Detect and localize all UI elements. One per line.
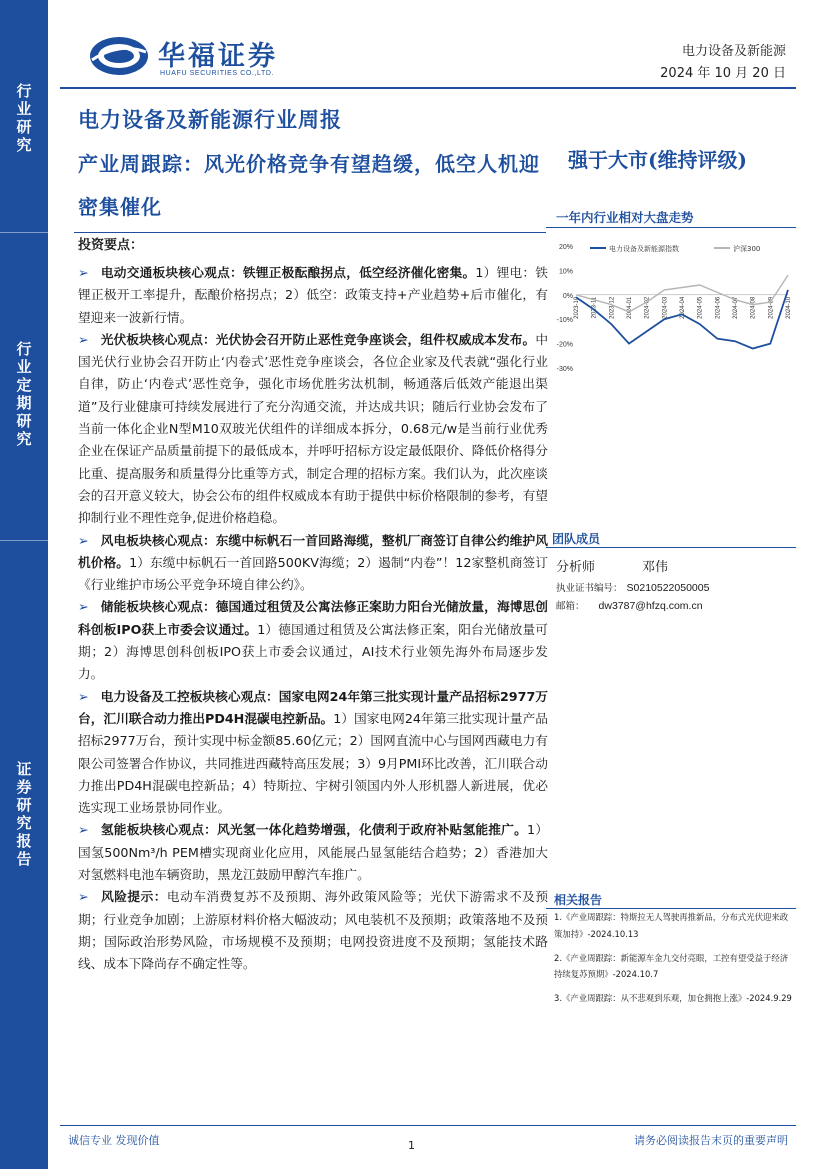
key-point-hydrogen — [78, 819, 548, 886]
sidebar-char: 业 — [16, 100, 32, 118]
sidebar-section-periodic-research — [0, 340, 48, 448]
analyst-role: 分析师 — [556, 560, 596, 575]
key-point-text: 1）德国通过租赁及公寓法修正案，阳台光储放量可期；2）海博思创科创板IPO获上市委会议通过，AI技术行业领先海外布局逐步发力。 — [78, 621, 548, 682]
team-title: 团队成员 — [552, 532, 601, 546]
y-tick-label: -30% — [556, 366, 573, 373]
key-points-title: 投资要点： — [78, 238, 144, 253]
x-tick-label: 2024-03 — [662, 296, 669, 319]
sidebar-section-industry-research — [0, 82, 48, 154]
key-point-text: 电动车消费复苏不及预期、海外政策风险等；光伏下游需求不及预期；行业竞争加剧；上游原材料价格大幅波动；风电装机不及预期；政策落地不及预期；国际政治形势风险，市场规模不及预期；电网投资进度不及预期；氢能技术路线、成本下降尚存不确定性等。 — [78, 889, 549, 972]
sidebar-char: 行 — [16, 82, 32, 100]
sidebar-char: 业 — [16, 358, 32, 376]
huafu-logo-icon — [88, 34, 150, 78]
footer-disclaimer: 请务必阅读报告末页的重要声明 — [634, 1134, 788, 1147]
sidebar-char: 定 — [16, 376, 32, 394]
chart-title-rule — [546, 227, 796, 228]
key-points-body — [78, 262, 548, 976]
header-sector: 电力设备及新能源 — [681, 44, 786, 59]
key-point-text: 1）东缆中标帆石一首回路500KV海缆；2）遏制“内卷”！12家整机商签订《行业维护市场公平竞争环境自律公约》。 — [78, 554, 549, 593]
sidebar-char: 告 — [16, 850, 32, 868]
sidebar-char: 研 — [16, 118, 32, 136]
report-type-title: 电力设备及新能源行业周报 — [78, 108, 342, 132]
key-point-text: 1）国氢500Nm³/h PEM槽实现商业化应用，风能展凸显氢能结合趋势；2）香港加大对氢燃料电池车辆资助，黑龙江鼓励甲醇汽车推广。 — [78, 822, 549, 883]
key-point-heading: 电动交通板块核心观点：铁锂正极酝酿拐点，低空经济催化密集。 — [100, 265, 476, 280]
bullet-triangle-icon: ➢ — [78, 331, 89, 347]
key-point-storage — [78, 596, 548, 685]
left-sidebar — [0, 0, 48, 1169]
analyst-cert — [556, 580, 709, 594]
related-reports-list — [554, 909, 794, 1014]
logo-text-en: HUAFU SECURITIES CO.,LTD. — [160, 70, 275, 77]
key-point-heading: 氢能板块核心观点：风光氢一体化趋势增强，化债利于政府补贴氢能推广。 — [100, 822, 528, 838]
key-point-text: 1）锂电：铁锂正极开工率提升，酝酿价格拐点；2）低空：政策支持+产业趋势+后市催化，有望迎来一波新行情。 — [78, 265, 548, 325]
sidebar-char: 行 — [16, 340, 32, 358]
x-tick-label: 2024-05 — [697, 296, 704, 319]
key-point-heading: 储能板块核心观点：德国通过租赁及公寓法修正案助力阳台光储放量，海博思创科创板IPO获上市委会议通过。 — [78, 599, 548, 637]
bullet-triangle-icon: ➢ — [78, 889, 89, 905]
key-point-text: 中国光伏行业协会召开防止‘内卷式’恶性竞争座谈会，各位企业家及代表就“强化行业自律，防止‘内卷式’恶性竞争，强化市场优胜劣汰机制，畅通落后低效产能退出渠道”及行业健康可持续发展进行了充分沟通交流，并达成共识；随后行业协会发布了当前一体化企业N型M10双玻光伏组件的详细成本拆分，0.68元/w是当前行业优秀企业在保证产品质量前提下的最低成本，并呼吁招标方设定最低限价、降低价格得分比重、提高服务和质量得分比重等方式，制定合理的招标方案。我们认为，此次座谈会的召开意义较大，协会公布的组件权威成本有助于提供中标价格限制的参考，有望抑制行业不理性竞争,促进价格趋稳。 — [78, 331, 548, 526]
key-point-heading: 风电板块核心观点：东缆中标帆石一首回路海缆，整机厂商签订自律公约维护风机价格。 — [78, 532, 548, 570]
chart-title: 一年内行业相对大盘走势 — [556, 210, 694, 225]
x-tick-label: 2024-02 — [644, 296, 651, 319]
y-tick-label: 20% — [558, 244, 573, 251]
email-label: 邮箱： — [556, 601, 585, 612]
header-date: 2024 年 10 月 20 日 — [660, 66, 786, 81]
sidebar-char: 报 — [16, 832, 32, 850]
y-tick-label: -20% — [556, 341, 573, 349]
x-tick-label: 2024-07 — [733, 296, 739, 319]
key-point-power-equipment — [78, 686, 548, 820]
bullet-triangle-icon: ➢ — [78, 822, 89, 838]
x-tick-label: 2023-10 — [574, 296, 580, 319]
sidebar-section-securities-report — [0, 760, 48, 868]
bullet-triangle-icon: ➢ — [78, 599, 89, 615]
x-tick-label: 2024-09 — [768, 296, 775, 319]
x-tick-label: 2024-01 — [627, 296, 633, 319]
y-tick-label: 0% — [562, 292, 573, 300]
key-point-risk — [78, 886, 548, 975]
team-rule — [546, 547, 796, 548]
x-tick-label: 2024-08 — [750, 296, 757, 319]
sidebar-char: 研 — [16, 796, 32, 814]
key-point-pv — [78, 329, 548, 530]
sidebar-char: 券 — [16, 778, 32, 796]
logo-text-cn: 华福证券 — [158, 41, 278, 72]
related-report-item[interactable]: 2.《产业周跟踪：新能源车金九交付亮眼，工控有望受益于经济持续复苏预期》-2024.10.7 — [554, 952, 789, 980]
sidebar-char: 证 — [16, 760, 32, 778]
footer-rule — [60, 1125, 796, 1126]
related-report-item[interactable]: 3.《产业周跟踪：从不悲观到乐观，加仓拥抱上涨》-2024.9.29 — [554, 993, 792, 1004]
analyst-name: 邓伟 — [642, 560, 669, 575]
sidebar-divider — [0, 540, 48, 541]
y-tick-label: -10% — [556, 317, 573, 325]
bullet-triangle-icon: ➢ — [78, 532, 89, 548]
key-point-heading: 光伏板块核心观点：光伏协会召开防止恶性竞争座谈会，组件权威成本发布。 — [100, 331, 536, 347]
bullet-triangle-icon: ➢ — [78, 265, 89, 280]
x-tick-label: 2024-04 — [680, 296, 686, 319]
key-point-wind — [78, 530, 548, 597]
huafu-logo — [88, 30, 298, 84]
sidebar-divider — [0, 232, 48, 233]
key-point-text: 1）国家电网24年第三批实现计量产品招标2977万台，预计实现中标金额85.60亿元；2）国网直流中心与国网西藏电力有限公司签署合作协议，共同推进西藏特高压发展；3）9月PMI环比改善，汇川联合动力推出PD4H混碳电控新品；4）特斯拉、宇树引领国内外人形机器人新进展，优必选实现工业场景协同作业。 — [78, 710, 548, 816]
related-reports-title: 相关报告 — [554, 893, 603, 907]
email-value[interactable]: dw3787@hfzq.com.cn — [598, 600, 703, 612]
analyst-email — [556, 598, 703, 612]
key-point-heading: 电力设备及工控板块核心观点：国家电网24年第三批实现计量产品招标2977万台，汇川联合动力推出PD4H混碳电控新品。 — [78, 688, 548, 726]
x-tick-label: 2023-11 — [591, 296, 598, 319]
x-tick-label: 2023-12 — [609, 296, 616, 319]
x-tick-label: 2024-06 — [715, 296, 722, 319]
sidebar-char: 究 — [16, 136, 32, 154]
page-number: 1 — [408, 1139, 415, 1152]
related-report-item[interactable]: 1.《产业周跟踪：特斯拉无人驾驶再推新品，分布式光伏迎来政策加持》-2024.10.13 — [554, 912, 789, 939]
report-subtitle: 产业周跟踪：风光价格竞争有望趋缓，低空人机迎密集催化 — [78, 152, 540, 219]
key-point-heading: 风险提示： — [100, 889, 167, 905]
cert-label: 执业证书编号： — [556, 583, 623, 594]
cert-value: S0210522050005 — [626, 582, 710, 594]
rating-badge: 强于大市(维持评级) — [568, 148, 747, 172]
sidebar-char: 究 — [16, 814, 32, 832]
legend-label-industry: 电力设备及新能源指数 — [609, 245, 679, 253]
sidebar-char: 究 — [16, 430, 32, 448]
sidebar-char: 研 — [16, 412, 32, 430]
key-point-ev — [78, 262, 548, 329]
legend-label-index: 沪深300 — [733, 245, 761, 253]
x-tick-label: 2024-10 — [786, 296, 792, 319]
bullet-triangle-icon: ➢ — [78, 688, 89, 704]
footer-slogan: 诚信专业 发现价值 — [68, 1134, 160, 1147]
relative-performance-chart — [546, 236, 796, 374]
y-tick-label: 10% — [558, 268, 573, 276]
key-points-rule — [74, 232, 546, 233]
sidebar-char: 期 — [16, 394, 32, 412]
header-rule — [60, 87, 796, 89]
